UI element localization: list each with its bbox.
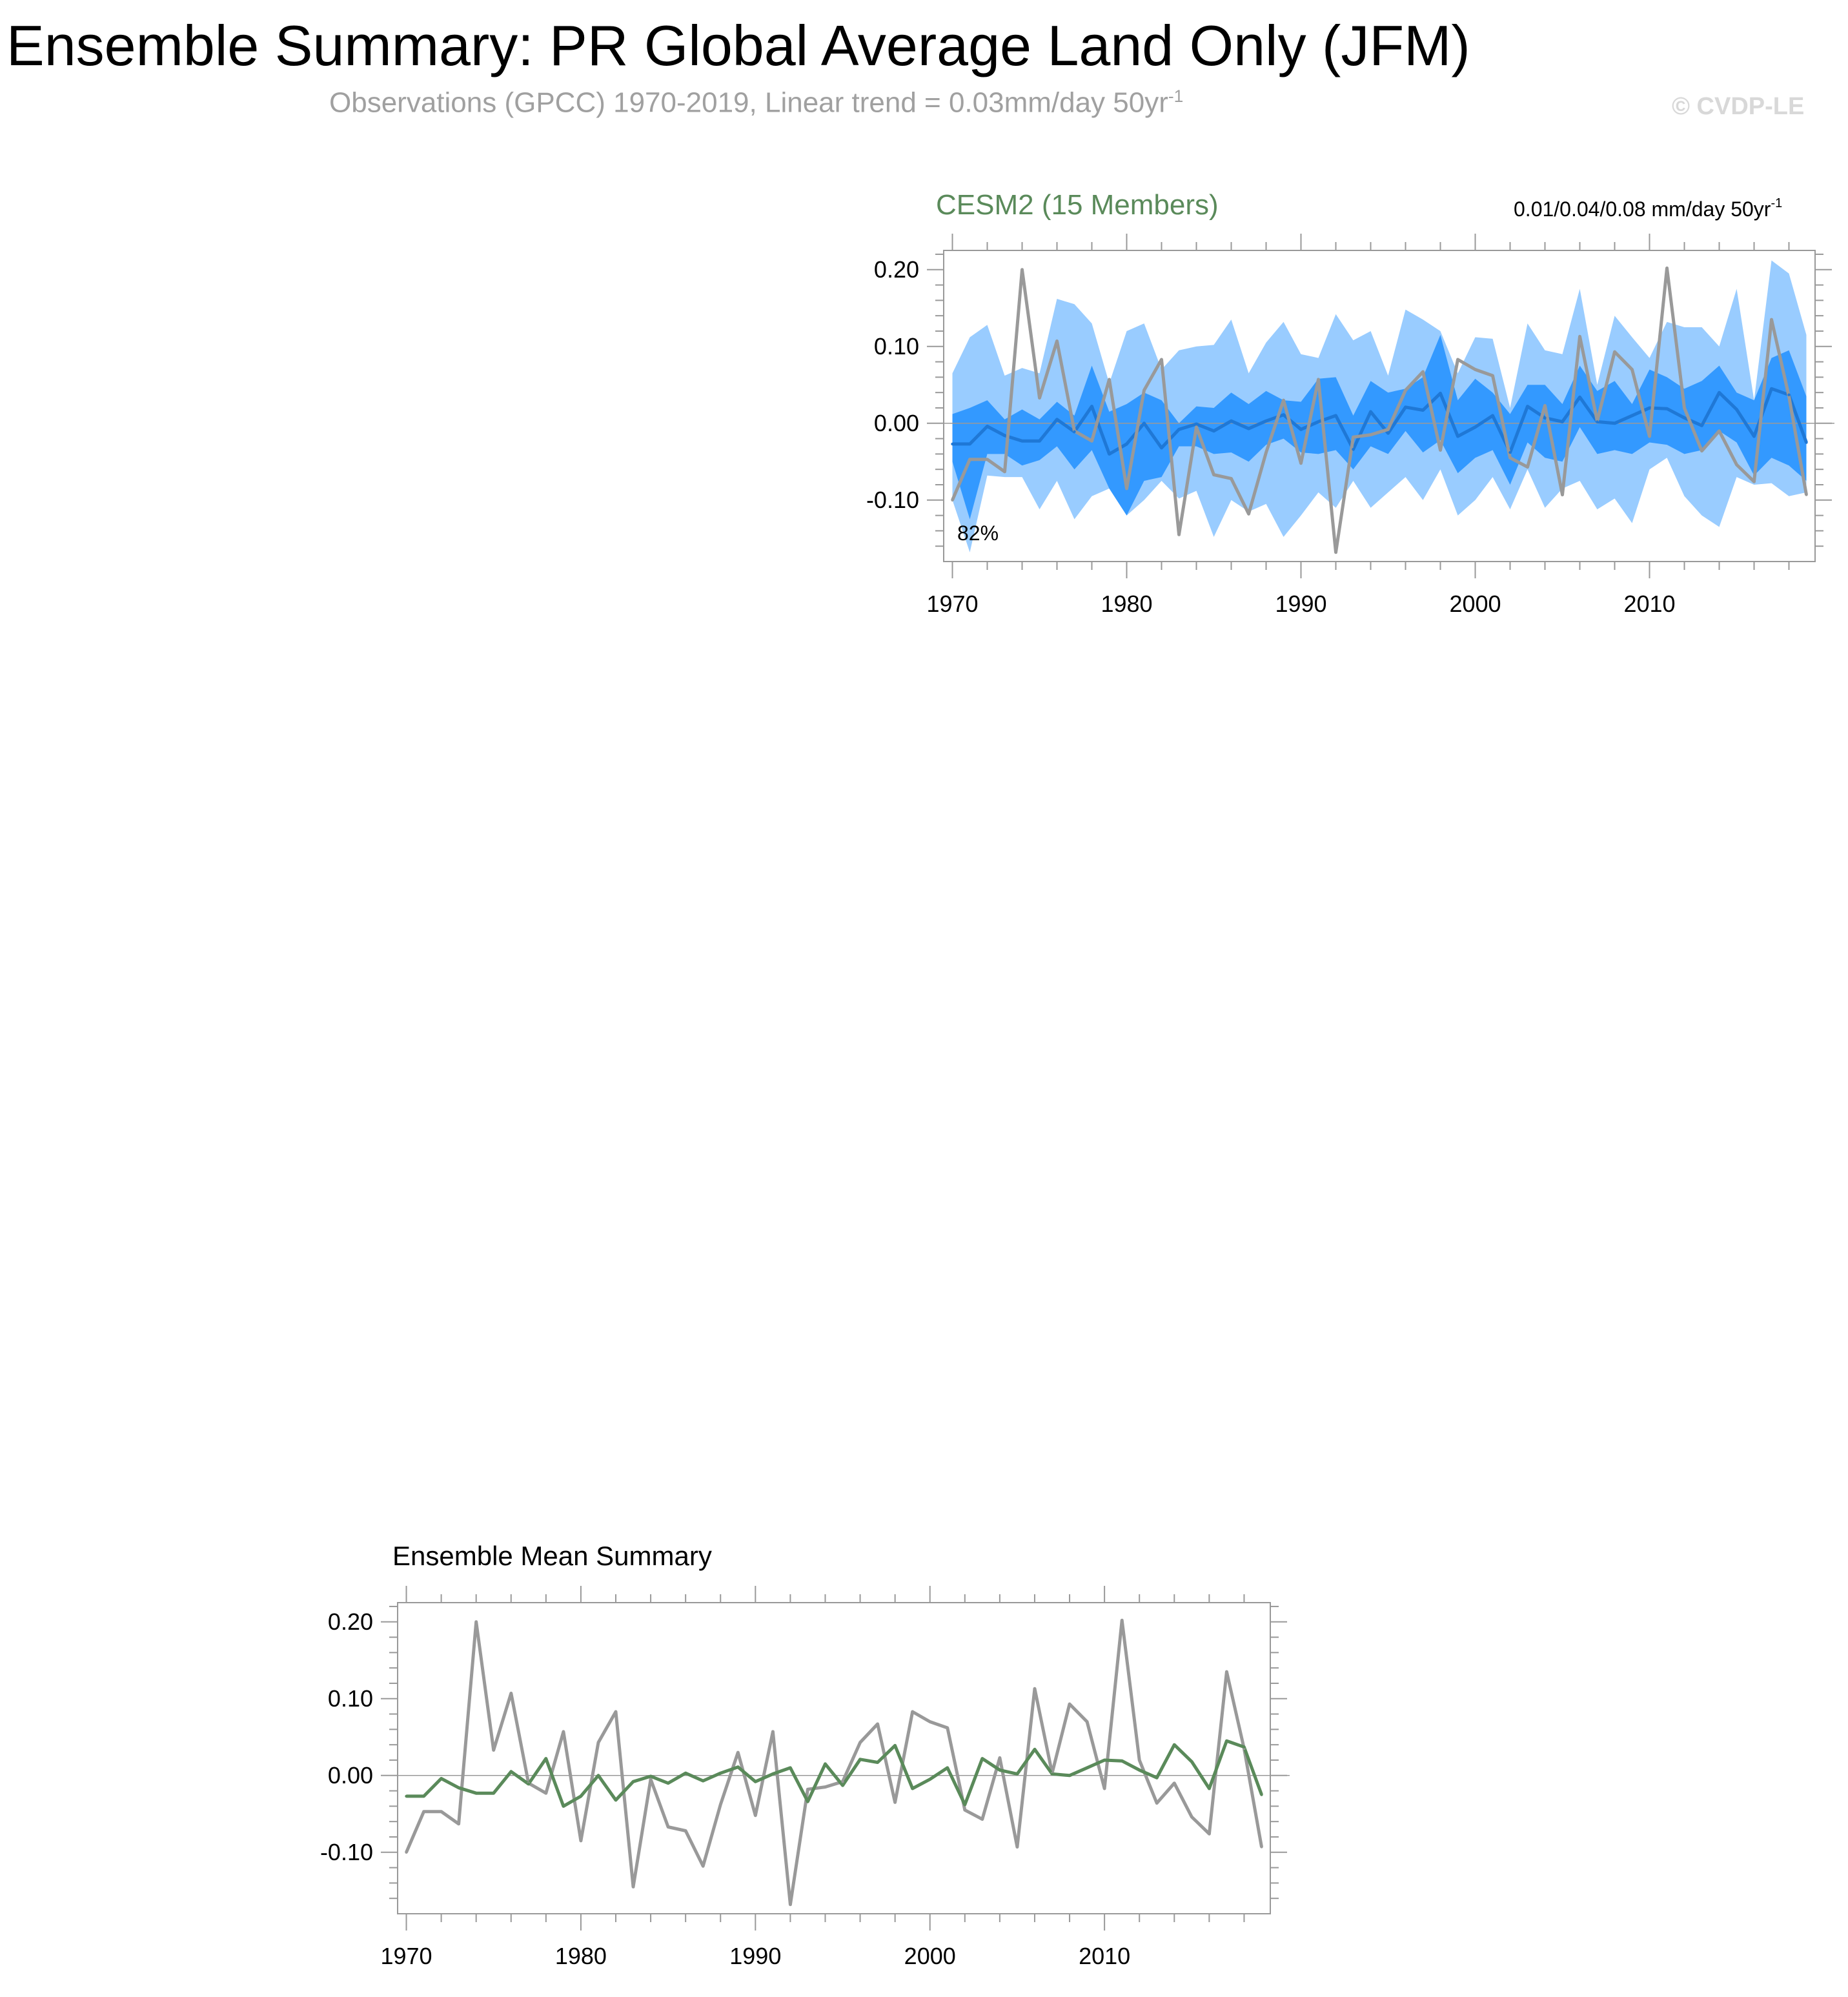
observation-point — [1033, 1687, 1036, 1690]
x-tick-label: 1970 — [380, 1943, 432, 1969]
observation-point — [771, 1730, 774, 1733]
ensemble-mean-point — [1103, 1759, 1106, 1761]
x-tick-label: 1990 — [1275, 591, 1327, 617]
observation-point — [1016, 1845, 1019, 1848]
ensemble-mean-point — [1386, 432, 1389, 434]
ensemble-mean-point — [1212, 429, 1215, 432]
x-tick-label: 1990 — [729, 1943, 782, 1969]
observation-point — [1561, 493, 1563, 496]
observation-point — [1805, 493, 1807, 496]
observation-point — [789, 1903, 791, 1906]
ensemble-mean-point — [951, 443, 953, 445]
observation-point — [1125, 487, 1128, 490]
observation-point — [1404, 389, 1406, 391]
ensemble-mean-point — [1596, 420, 1598, 423]
observation-point — [1068, 1703, 1071, 1705]
observation-point — [1155, 1801, 1158, 1804]
observation-point — [1173, 1781, 1175, 1784]
x-tick-label: 2010 — [1079, 1943, 1131, 1969]
summary-panel-title: Ensemble Mean Summary — [392, 1541, 712, 1571]
series-lines — [405, 1619, 1263, 1906]
ensemble-mean-point — [1613, 422, 1616, 425]
ensemble-mean-summary-panel — [320, 1541, 1290, 1969]
ensemble-mean-point — [806, 1800, 809, 1803]
ensemble-mean-point — [1190, 1760, 1193, 1763]
x-tick-label: 2010 — [1623, 591, 1676, 617]
observation-point — [754, 1814, 756, 1816]
observation-point — [1142, 389, 1145, 391]
observation-point — [1718, 429, 1720, 432]
observation-point — [841, 1780, 844, 1783]
ensemble-mean-point — [1735, 408, 1738, 411]
ensemble-mean-point — [986, 425, 988, 427]
observation-point — [1103, 1787, 1106, 1790]
spread-bands — [953, 261, 1807, 552]
ensemble-mean-point — [457, 1787, 460, 1789]
observation-point — [1334, 551, 1337, 554]
ensemble-mean-point — [981, 1757, 984, 1759]
ensemble-mean-point — [1456, 435, 1459, 438]
subtitle-exponent: -1 — [1168, 86, 1184, 106]
ensemble-mean-point — [858, 1758, 861, 1761]
ensemble-mean-point — [1752, 435, 1755, 438]
observation-point — [457, 1823, 460, 1825]
observation-point — [1230, 477, 1232, 480]
copyright-mark: © CVDP-LE — [1672, 93, 1805, 120]
observation-point — [562, 1730, 565, 1733]
observation-point — [1735, 463, 1738, 466]
ensemble-mean-point — [968, 443, 971, 445]
observation-point — [968, 458, 971, 461]
ensemble-mean-point — [824, 1763, 826, 1765]
observation-point — [510, 1692, 513, 1694]
ensemble-mean-point — [893, 1744, 896, 1747]
ensemble-mean-point — [545, 1757, 547, 1759]
observation-point — [492, 1749, 495, 1751]
y-tick-label: 0.10 — [873, 332, 919, 360]
ensemble-mean-point — [1121, 1759, 1123, 1762]
ensemble-mean-point — [580, 1795, 582, 1798]
observation-point — [1177, 533, 1180, 536]
observation-point — [702, 1865, 704, 1867]
y-tick-labels — [866, 256, 919, 513]
trend-range-exponent: -1 — [1771, 196, 1783, 210]
ensemble-mean-point — [667, 1781, 669, 1784]
ensemble-mean-point — [929, 1778, 931, 1781]
observation-point — [1665, 267, 1668, 269]
observation-point — [1003, 471, 1006, 473]
ensemble-mean-point — [736, 1765, 739, 1768]
observation-point — [1212, 473, 1215, 476]
observation-point — [1020, 269, 1023, 271]
ensemble-mean-point — [1421, 409, 1424, 411]
x-tick-label: 1980 — [554, 1943, 607, 1969]
model-panel-title: CESM2 (15 Members) — [936, 189, 1219, 221]
ensemble-mean-point — [1003, 434, 1006, 437]
observation-point — [1160, 358, 1163, 361]
observation-point — [1491, 374, 1494, 377]
observation-point — [824, 1785, 826, 1788]
observation-point — [1456, 358, 1459, 361]
ensemble-mean-point — [1155, 1776, 1158, 1779]
observation-point — [964, 1809, 966, 1811]
y-tick-label: 0.00 — [327, 1761, 373, 1789]
observation-point — [422, 1810, 425, 1813]
observation-point — [986, 458, 988, 461]
observation-point — [1208, 1832, 1210, 1835]
observation-point — [876, 1723, 878, 1725]
ensemble-mean-point — [702, 1779, 704, 1782]
ensemble-mean-point — [1352, 448, 1354, 451]
x-tick-label: 2000 — [904, 1943, 956, 1969]
observation-point — [405, 1851, 407, 1854]
ensemble-mean-point — [841, 1784, 844, 1787]
ensemble-mean-point — [597, 1774, 600, 1777]
ensemble-mean-point — [1404, 406, 1406, 409]
ensemble-mean-point — [1543, 416, 1546, 419]
observation-point — [1108, 378, 1110, 381]
observation-point — [946, 1727, 949, 1729]
x-tick-labels — [926, 591, 1675, 617]
observation-point — [440, 1810, 442, 1813]
ensemble-mean-point — [1700, 424, 1703, 427]
ensemble-mean-point — [1770, 387, 1772, 390]
ensemble-mean-point — [1439, 392, 1441, 394]
ensemble-mean-point — [1195, 423, 1197, 425]
observation-point — [1086, 1720, 1088, 1723]
ensemble-mean-point — [527, 1783, 530, 1785]
ensemble-mean-point — [1369, 411, 1372, 413]
ensemble-mean-point — [771, 1772, 774, 1775]
ensemble-mean-point — [1173, 1743, 1175, 1746]
ensemble-mean-point — [1648, 407, 1650, 409]
observation-point — [1121, 1619, 1123, 1621]
observation-point — [1770, 318, 1772, 321]
ensemble-mean-point — [1038, 440, 1041, 442]
observation-point — [1264, 451, 1267, 454]
ensemble-mean-point — [422, 1795, 425, 1798]
ensemble-mean-point — [1125, 443, 1128, 445]
ensemble-mean-point — [1683, 416, 1685, 419]
observation-point — [1578, 335, 1581, 338]
observation-point — [597, 1741, 600, 1743]
ensemble-mean-point — [1282, 413, 1284, 416]
ensemble-mean-point — [1561, 420, 1563, 423]
observation-point — [1225, 1670, 1228, 1673]
ensemble-mean-point — [649, 1775, 652, 1778]
y-tick-label: 0.10 — [327, 1685, 373, 1712]
observation-point — [1299, 461, 1302, 464]
ensemble-mean-point — [789, 1767, 791, 1769]
observation-point — [1260, 1845, 1263, 1848]
ensemble-mean-point — [492, 1792, 495, 1794]
ensemble-mean-point — [1108, 452, 1110, 455]
observation-point — [893, 1801, 896, 1803]
ensemble-mean-point — [999, 1769, 1001, 1771]
observation-point — [474, 1621, 477, 1623]
observation-point — [1526, 465, 1528, 468]
ensemble-mean-point — [1317, 420, 1319, 423]
observation-point — [1386, 428, 1389, 431]
trend-range-text: 0.01/0.04/0.08 mm/day 50yr — [1514, 198, 1771, 221]
observation-point — [719, 1803, 722, 1806]
observation-point — [1630, 368, 1633, 370]
observation-point — [1648, 435, 1650, 438]
ensemble-mean-point — [719, 1772, 722, 1774]
ensemble-mean-point — [1177, 428, 1180, 431]
ensemble-mean-point — [1264, 420, 1267, 422]
observation-point — [649, 1778, 652, 1781]
ensemble-mean-point — [1474, 426, 1476, 429]
observation-point — [911, 1710, 913, 1713]
observation-point — [1038, 396, 1041, 399]
trend-range-label — [1514, 196, 1782, 221]
observation-point — [1282, 399, 1284, 401]
x-tick-label: 1980 — [1101, 591, 1153, 617]
ensemble-mean-point — [1160, 447, 1163, 449]
ensemble-mean-point — [1491, 414, 1494, 417]
ensemble-mean-point — [1090, 405, 1093, 407]
observation-point — [1508, 456, 1511, 459]
observation-point — [1247, 512, 1250, 515]
ensemble-mean-point — [1055, 418, 1058, 421]
observation-point — [1700, 449, 1703, 452]
ensemble-mean-point — [1243, 1746, 1245, 1749]
ensemble-mean-point — [876, 1761, 878, 1763]
observation-point — [981, 1818, 984, 1820]
y-tick-label: -0.10 — [866, 486, 919, 513]
ensemble-mean-point — [1086, 1767, 1088, 1769]
ensemble-mean-point — [510, 1770, 513, 1773]
ensemble-mean-point — [474, 1792, 477, 1794]
ensemble-mean-point — [946, 1767, 949, 1769]
y-tick-label: -0.10 — [320, 1838, 373, 1865]
ensemble-members-panel — [866, 189, 1834, 617]
ensemble-mean-point — [1020, 440, 1023, 442]
ensemble-mean-point — [614, 1799, 617, 1801]
y-tick-labels — [320, 1608, 373, 1865]
ensemble-mean-point — [440, 1777, 442, 1779]
ensemble-mean-point — [1805, 441, 1807, 443]
ensemble-mean-point — [632, 1780, 635, 1783]
observation-point — [1090, 440, 1093, 442]
ensemble-mean-point — [1230, 420, 1232, 422]
axis-ticks — [381, 1586, 1287, 1931]
ensemble-mean-point — [1073, 431, 1075, 433]
ensemble-mean-point — [1142, 422, 1145, 425]
observation-point — [1369, 433, 1372, 436]
observation-point — [614, 1710, 617, 1713]
ensemble-mean-point — [1051, 1772, 1053, 1775]
observation-point — [580, 1840, 582, 1842]
ensemble-mean-point — [1526, 405, 1528, 407]
ensemble-mean-point — [1299, 428, 1302, 431]
ensemble-mean-point — [1247, 427, 1250, 430]
observation-point — [684, 1829, 687, 1832]
ensemble-mean-point — [1665, 407, 1668, 410]
observation-point — [1421, 370, 1424, 373]
subtitle-text: Observations (GPCC) 1970-2019, Linear trend = 0.03mm/day 50yr — [329, 86, 1168, 119]
ensemble-mean-point — [1718, 391, 1720, 394]
observation-point — [1613, 350, 1616, 353]
observation-point — [632, 1885, 635, 1888]
page-title: Ensemble Summary: PR Global Average Land Only (JFM) — [6, 14, 1470, 77]
y-tick-label: 0.20 — [873, 256, 919, 283]
observation-point — [1752, 480, 1755, 483]
ensemble-mean-point — [964, 1803, 966, 1806]
ensemble-mean-point — [911, 1787, 913, 1790]
y-tick-label: 0.20 — [327, 1608, 373, 1635]
ensemble-mean-point — [1225, 1739, 1228, 1742]
ensemble-mean-point — [684, 1772, 687, 1774]
observation-point — [1474, 368, 1476, 370]
observation-point — [858, 1741, 861, 1743]
observation-point — [929, 1720, 931, 1723]
observation-point — [951, 499, 953, 502]
observation-point — [1195, 426, 1197, 429]
observation-point — [545, 1792, 547, 1794]
ensemble-mean-point — [1787, 394, 1790, 396]
ensemble-mean-point — [1033, 1748, 1036, 1750]
ensemble-mean-point — [1334, 414, 1337, 417]
observation-point — [667, 1825, 669, 1828]
observation-point — [1138, 1759, 1141, 1761]
observation-point — [1317, 378, 1319, 381]
ensemble-mean-point — [405, 1795, 407, 1798]
observation-point — [1439, 449, 1441, 451]
observation-point — [806, 1788, 809, 1790]
x-tick-label: 1970 — [926, 591, 979, 617]
observation-point — [999, 1756, 1001, 1759]
observation-point — [1055, 340, 1058, 342]
observation-point — [1190, 1816, 1193, 1818]
observation-point — [1352, 436, 1354, 438]
ensemble-mean-point — [1016, 1772, 1019, 1775]
ensemble-mean-line — [407, 1741, 1262, 1806]
ensemble-mean-point — [1508, 451, 1511, 454]
ensemble-mean-point — [1630, 414, 1633, 417]
observation-point — [1543, 404, 1546, 407]
ensemble-mean-point — [562, 1805, 565, 1807]
ensemble-mean-point — [1138, 1769, 1141, 1771]
observations-line — [407, 1620, 1262, 1904]
y-tick-label: 0.00 — [873, 409, 919, 436]
percent-annotation: 82% — [957, 522, 999, 545]
ensemble-mean-point — [1208, 1787, 1210, 1790]
x-tick-label: 2000 — [1449, 591, 1501, 617]
ensemble-mean-point — [754, 1780, 756, 1783]
observation-point — [1683, 407, 1685, 409]
x-tick-labels — [380, 1943, 1130, 1969]
ensemble-mean-point — [1068, 1774, 1071, 1777]
ensemble-mean-point — [1578, 396, 1581, 398]
ensemble-mean-point — [1260, 1793, 1263, 1796]
observation-point — [736, 1751, 739, 1754]
